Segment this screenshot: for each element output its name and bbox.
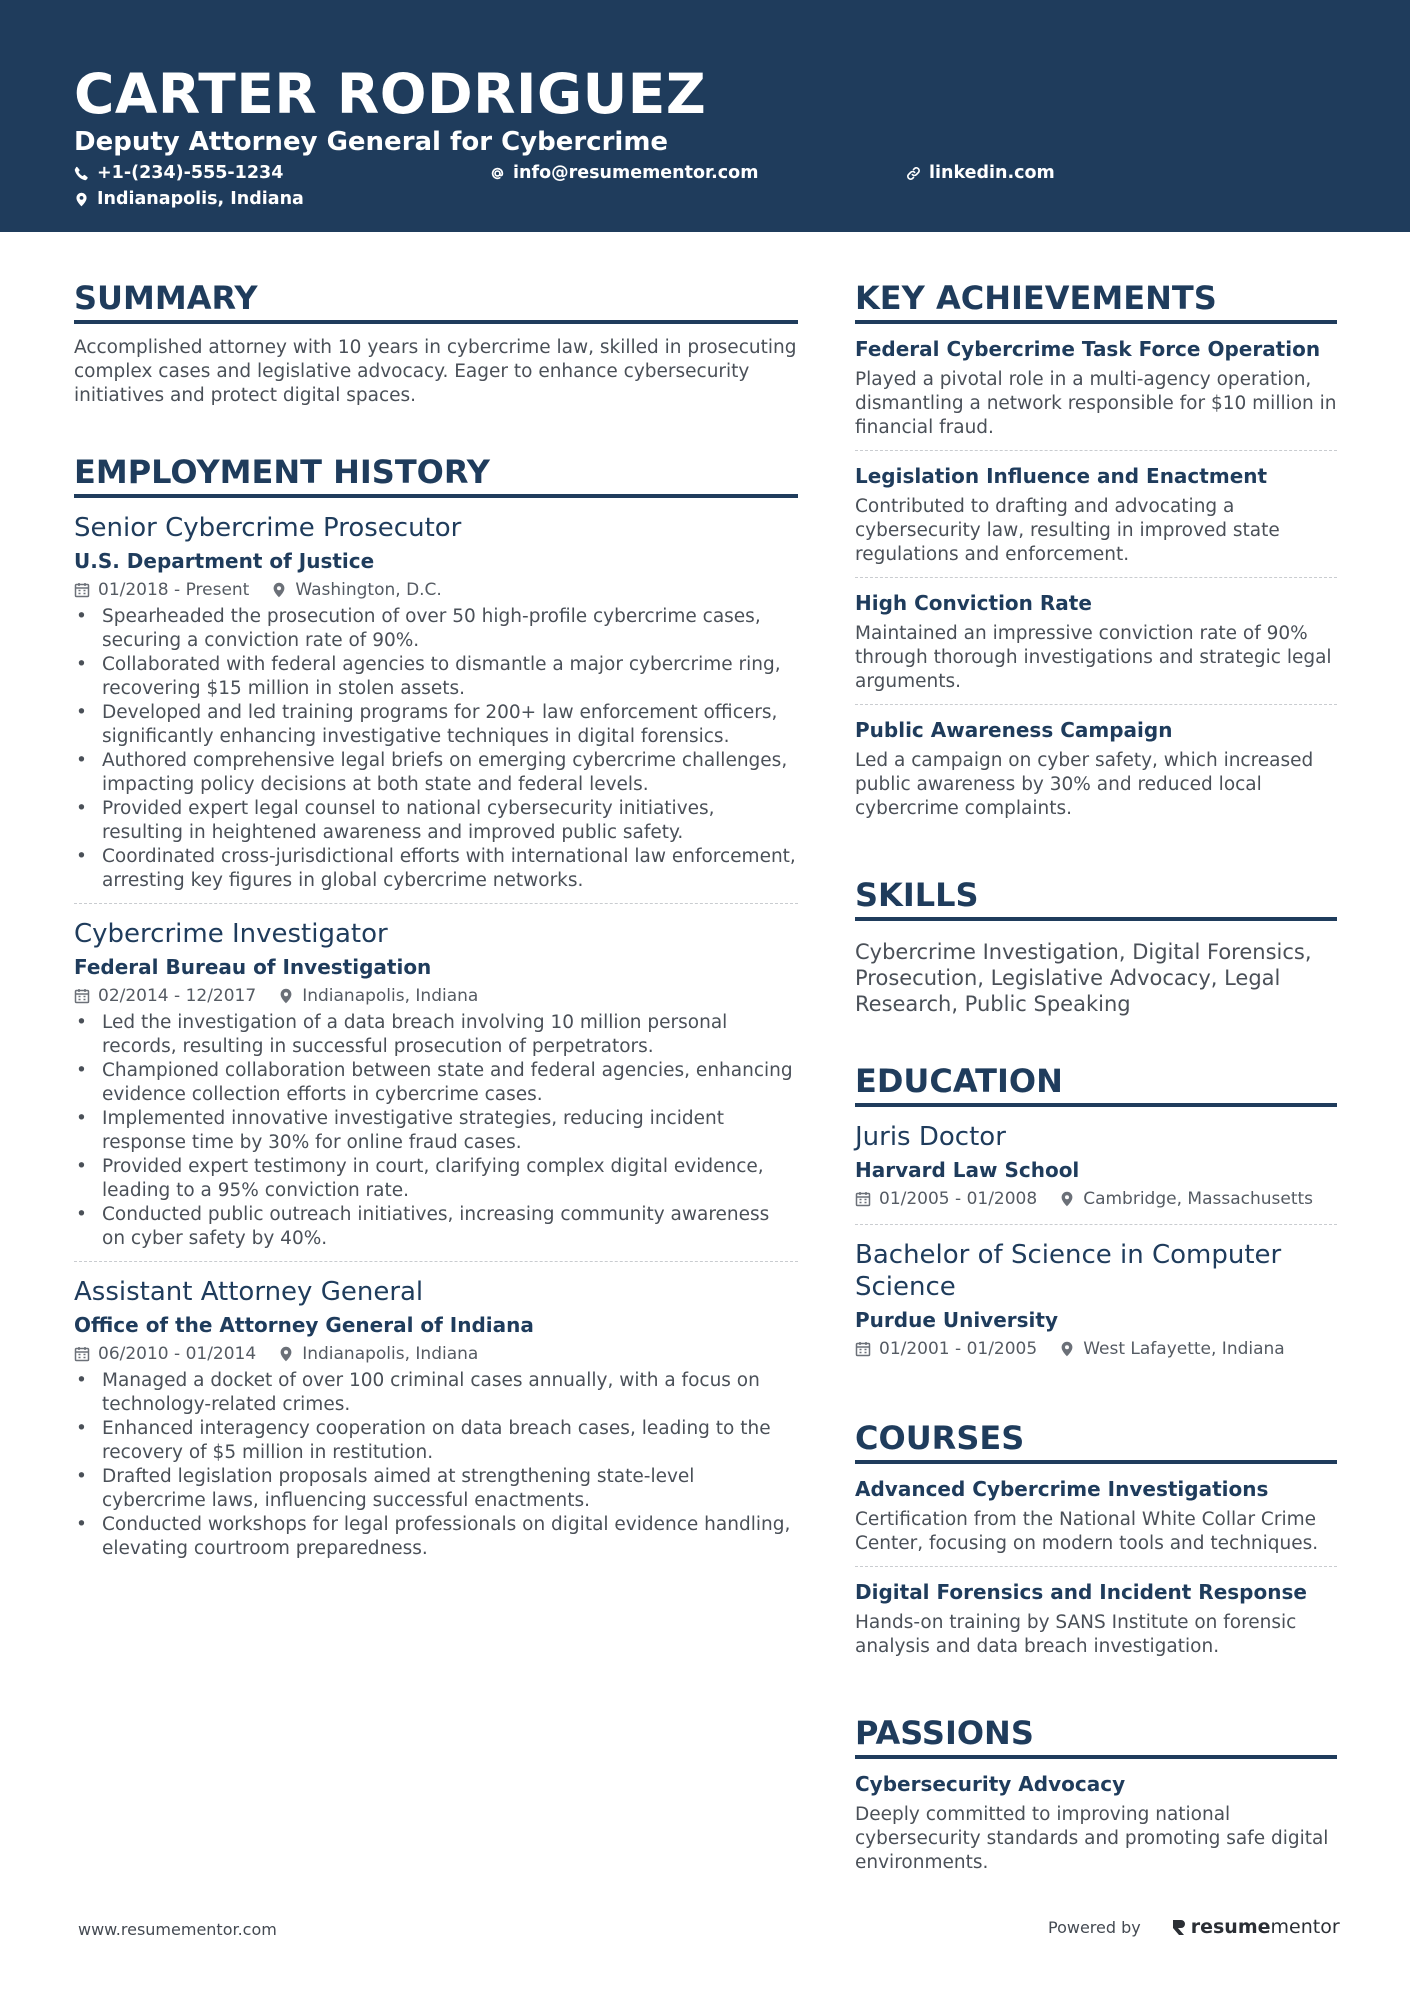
- education-dates: 01/2001 - 01/2005: [879, 1339, 1038, 1359]
- job-meta: [74, 1343, 798, 1365]
- course-description: Certification from the National White Collar Crime Center, focusing on modern tools and techniques.: [855, 1509, 1319, 1554]
- logo-light-text: mentor: [1270, 1916, 1340, 1938]
- list-item: • Led the investigation of a data breach involving 10 million personal records, resulting in successful prosecution of perpetrators.: [102, 1011, 798, 1059]
- achievement-item: [855, 705, 1337, 831]
- education-location: Cambridge, Massachusetts: [1083, 1189, 1314, 1209]
- contact-phone: [74, 162, 283, 184]
- list-item: • Conducted workshops for legal professionals on digital evidence handling, elevating courtroom preparedness.: [102, 1513, 798, 1561]
- passions-section: [855, 1713, 1337, 1885]
- logo-mark-icon: [1171, 1918, 1187, 1936]
- location-text: Indianapolis, Indiana: [97, 189, 304, 209]
- list-item: • Coordinated cross-jurisdictional efforts with international law enforcement, arresting key figures in global cybercrime networks.: [102, 845, 798, 893]
- degree-title: Bachelor of Science in Computer Science: [855, 1240, 1282, 1302]
- achievement-title: Legislation Influence and Enactment: [855, 464, 1268, 488]
- location-pin-icon: [278, 1346, 294, 1362]
- list-item: • Enhanced interagency cooperation on data breach cases, leading to the recovery of $5 million in restitution.: [102, 1417, 798, 1465]
- job-organization: Federal Bureau of Investigation: [74, 955, 432, 979]
- contact-email: [490, 162, 758, 184]
- courses-section: [855, 1418, 1337, 1669]
- candidate-name: CARTER RODRIGUEZ: [74, 62, 707, 126]
- phone-icon: [74, 166, 89, 181]
- employment-heading: EMPLOYMENT HISTORY: [74, 452, 798, 498]
- location-pin-icon: [74, 192, 89, 207]
- course-description: Hands-on training by SANS Institute on forensic analysis and data breach investigation.: [855, 1612, 1297, 1657]
- logo-bold-text: resume: [1190, 1916, 1271, 1938]
- education-item: [855, 1225, 1337, 1374]
- job-entry: [74, 1262, 798, 1571]
- course-item: [855, 1567, 1337, 1669]
- passion-description: Deeply committed to improving national cybersecurity standards and promoting safe digital environments.: [855, 1804, 1329, 1873]
- job-bullets: [74, 605, 798, 893]
- skills-list: Cybercrime Investigation, Digital Forensics, Prosecution, Legislative Advocacy, Legal Research, Public Speaking: [855, 940, 1312, 1016]
- list-item: • Conducted public outreach initiatives, increasing community awareness on cyber safety by 40%.: [102, 1203, 798, 1251]
- link-icon: [906, 166, 921, 181]
- education-section: [855, 1061, 1337, 1374]
- achievement-description: Played a pivotal role in a multi-agency operation, dismantling a network responsible for $10 million in financial fraud.: [855, 369, 1337, 438]
- footer-branding: [1048, 1916, 1340, 1938]
- achievements-section: [855, 278, 1337, 831]
- summary-heading: SUMMARY: [74, 278, 798, 324]
- calendar-icon: [855, 1191, 871, 1207]
- courses-heading: COURSES: [855, 1418, 1337, 1464]
- employment-section: [74, 452, 798, 1571]
- job-meta: [74, 579, 798, 601]
- achievement-item: [855, 578, 1337, 705]
- at-sign-icon: [490, 166, 505, 181]
- achievement-description: Contributed to drafting and advocating a cybersecurity law, resulting in improved state regulations and enforcement.: [855, 496, 1280, 565]
- job-bullets: [74, 1369, 798, 1561]
- summary-text: Accomplished attorney with 10 years in cybercrime law, skilled in prosecuting complex cases and legislative advocacy. Eager to enhance cybersecurity initiatives and protect digital spaces.: [74, 337, 797, 406]
- education-meta: [855, 1188, 1337, 1210]
- list-item: • Drafted legislation proposals aimed at strengthening state-level cybercrime laws, influencing successful enactments.: [102, 1465, 798, 1513]
- achievement-item: [855, 451, 1337, 578]
- list-item: • Authored comprehensive legal briefs on emerging cybercrime challenges, impacting policy decisions at both state and federal levels.: [102, 749, 798, 797]
- contact-linkedin: [906, 162, 1055, 184]
- location-pin-icon: [1059, 1191, 1075, 1207]
- phone-text[interactable]: +1-(234)-555-1234: [97, 163, 284, 183]
- education-location: West Lafayette, Indiana: [1083, 1339, 1285, 1359]
- job-dates: 06/2010 - 01/2014: [98, 1344, 257, 1364]
- achievements-heading: KEY ACHIEVEMENTS: [855, 278, 1337, 324]
- job-location: Washington, D.C.: [295, 580, 442, 600]
- achievement-title: Federal Cybercrime Task Force Operation: [855, 337, 1321, 361]
- location-pin-icon: [271, 582, 287, 598]
- list-item: • Provided expert testimony in court, clarifying complex digital evidence, leading to a 95% conviction rate.: [102, 1155, 798, 1203]
- education-meta: [855, 1338, 1337, 1360]
- list-item: • Collaborated with federal agencies to dismantle a major cybercrime ring, recovering $15 million in stolen assets.: [102, 653, 798, 701]
- list-item: • Managed a docket of over 100 criminal cases annually, with a focus on technology-related crimes.: [102, 1369, 798, 1417]
- calendar-icon: [855, 1341, 871, 1357]
- job-entry: [74, 498, 798, 904]
- achievement-description: Led a campaign on cyber safety, which increased public awareness by 30% and reduced local cybercrime complaints.: [855, 750, 1314, 819]
- job-organization: U.S. Department of Justice: [74, 549, 375, 573]
- resumementor-logo[interactable]: [1171, 1916, 1340, 1938]
- passions-heading: PASSIONS: [855, 1713, 1337, 1759]
- job-meta: [74, 985, 798, 1007]
- email-link[interactable]: info@resumementor.com: [513, 163, 759, 183]
- right-column: [855, 278, 1337, 1929]
- skills-section: [855, 875, 1337, 1017]
- location-pin-icon: [278, 988, 294, 1004]
- footer-website[interactable]: www.resumementor.com: [78, 1920, 277, 1939]
- list-item: • Implemented innovative investigative strategies, reducing incident response time by 30% for online fraud cases.: [102, 1107, 798, 1155]
- passion-title: Cybersecurity Advocacy: [855, 1772, 1126, 1796]
- powered-by-label: Powered by: [1048, 1917, 1141, 1937]
- location-pin-icon: [1059, 1341, 1075, 1357]
- calendar-icon: [74, 1346, 90, 1362]
- linkedin-link[interactable]: linkedin.com: [929, 163, 1055, 183]
- list-item: • Provided expert legal counsel to national cybersecurity initiatives, resulting in heightened awareness and improved public safety.: [102, 797, 798, 845]
- job-bullets: [74, 1011, 798, 1251]
- education-heading: EDUCATION: [855, 1061, 1337, 1107]
- job-role: Senior Cybercrime Prosecutor: [74, 513, 462, 543]
- school-name: Harvard Law School: [855, 1158, 1080, 1182]
- course-title: Digital Forensics and Incident Response: [855, 1580, 1307, 1604]
- resume-header: [0, 0, 1410, 232]
- job-location: Indianapolis, Indiana: [302, 1344, 479, 1364]
- job-role: Assistant Attorney General: [74, 1277, 424, 1307]
- list-item: • Spearheaded the prosecution of over 50 high-profile cybercrime cases, securing a conviction rate of 90%.: [102, 605, 798, 653]
- job-organization: Office of the Attorney General of Indiana: [74, 1313, 534, 1337]
- contact-location: [74, 188, 304, 210]
- degree-title: Juris Doctor: [855, 1122, 1006, 1152]
- achievement-description: Maintained an impressive conviction rate of 90% through thorough investigations and strategic legal arguments.: [855, 623, 1332, 692]
- education-dates: 01/2005 - 01/2008: [879, 1189, 1038, 1209]
- achievement-item: [855, 324, 1337, 451]
- school-name: Purdue University: [855, 1308, 1058, 1332]
- calendar-icon: [74, 582, 90, 598]
- candidate-title: Deputy Attorney General for Cybercrime: [74, 127, 669, 157]
- skills-heading: SKILLS: [855, 875, 1337, 921]
- list-item: • Developed and led training programs for 200+ law enforcement officers, significantly enhancing investigative techniques in digital forensics.: [102, 701, 798, 749]
- job-entry: [74, 904, 798, 1262]
- list-item: • Championed collaboration between state and federal agencies, enhancing evidence collection efforts in cybercrime cases.: [102, 1059, 798, 1107]
- job-dates: 02/2014 - 12/2017: [98, 986, 257, 1006]
- achievement-title: Public Awareness Campaign: [855, 718, 1173, 742]
- job-dates: 01/2018 - Present: [98, 580, 250, 600]
- achievement-title: High Conviction Rate: [855, 591, 1092, 615]
- passion-item: [855, 1759, 1337, 1885]
- job-role: Cybercrime Investigator: [74, 919, 388, 949]
- job-location: Indianapolis, Indiana: [302, 986, 479, 1006]
- summary-section: [74, 278, 798, 408]
- education-item: [855, 1107, 1337, 1225]
- calendar-icon: [74, 988, 90, 1004]
- left-column: [74, 278, 798, 1615]
- course-title: Advanced Cybercrime Investigations: [855, 1477, 1269, 1501]
- course-item: [855, 1464, 1337, 1567]
